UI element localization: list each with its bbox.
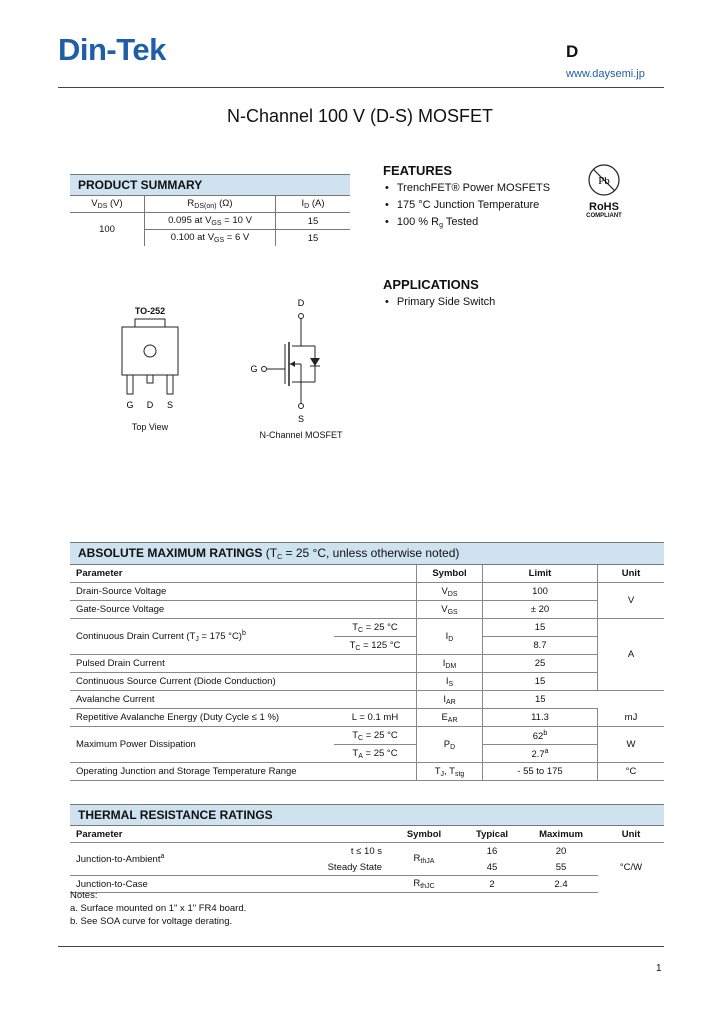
thr-col-typical: Typical [460, 826, 524, 843]
amr-limit: 25 [483, 655, 598, 673]
amr-condition: $T_C = 25$ °C [334, 619, 417, 637]
part-number: D [566, 42, 579, 61]
thr-col-maximum: Maximum [524, 826, 598, 843]
amr-param: Continuous Drain Current ($T_J = 175$ °C)$^b$ [70, 619, 334, 655]
amr-condition: $T_C = 25$ °C [334, 727, 417, 745]
amr-symbol: $V_{DS}$ [417, 583, 483, 601]
thr-typical: 16 [486, 845, 498, 857]
rds-row2: 0.100 at $V_{GS} = 6$ V [145, 230, 276, 247]
amr-col-symbol: Symbol [417, 565, 483, 583]
amr-param: Avalanche Current [70, 691, 417, 709]
features-list [383, 180, 550, 234]
amr-limit: 11.3 [483, 709, 598, 727]
mosfet-schematic [240, 296, 362, 440]
amr-param: Operating Junction and Storage Temperature Range [70, 763, 417, 781]
col-id: $I_D$ (A) [276, 196, 351, 213]
thr-maximum: 55 [524, 859, 598, 876]
thr-param: Junction-to-Case [70, 876, 388, 893]
id-row1: 15 [276, 213, 351, 230]
amr-param: Gate-Source Voltage [70, 601, 417, 619]
rohs-badge [582, 160, 626, 219]
amr-heading: ABSOLUTE MAXIMUM RATINGS ($T_C = 25$ °C, unless otherwise noted) [70, 542, 664, 565]
thr-unit: °C/W [619, 862, 643, 874]
col-rds: $R_{DS(on)}$ (Ω) [145, 196, 276, 213]
id-row2: 15 [307, 232, 319, 244]
amr-limit: 15 [483, 673, 598, 691]
note-a: a. Surface mounted on 1" x 1" FR4 board. [70, 903, 247, 914]
feature-item: • 100 % $R_g$ Tested [383, 214, 550, 234]
amr-symbol: $T_J$, $T_{stg}$ [417, 763, 483, 781]
svg-text:S: S [166, 400, 174, 410]
thermal-resistance-table [70, 804, 664, 893]
amr-unit: A [598, 619, 665, 691]
svg-text:S: S [297, 414, 305, 424]
footer-divider [58, 946, 664, 947]
amr-symbol: $P_D$ [417, 727, 483, 763]
amr-unit: W [598, 727, 665, 763]
absolute-max-ratings-table [70, 542, 664, 781]
rds-row1: 0.095 at $V_{GS} = 10$ V [145, 213, 276, 230]
amr-param: Pulsed Drain Current [70, 655, 417, 673]
thr-symbol: $R_{thJC}$ [388, 876, 460, 893]
no-lead-icon [584, 160, 624, 200]
amr-symbol: $I_{AR}$ [417, 691, 483, 709]
svg-text:D: D [146, 400, 154, 410]
amr-symbol: $I_D$ [417, 619, 483, 655]
svg-text:G: G [126, 400, 134, 410]
features-heading: FEATURES [383, 163, 453, 178]
svg-text:Pb: Pb [598, 175, 610, 187]
amr-limit: 15 [483, 619, 598, 637]
amr-param: Continuous Source Current (Diode Conduction) [70, 673, 417, 691]
amr-unit: °C [598, 763, 665, 781]
package-name: TO-252 [134, 306, 166, 316]
to252-package-icon [100, 316, 200, 416]
applications-heading: APPLICATIONS [383, 277, 479, 292]
feature-item: • 175 °C Junction Temperature [383, 197, 550, 214]
amr-col-unit: Unit [598, 565, 665, 583]
note-b: b. See SOA curve for voltage derating. [70, 916, 233, 927]
rohs-compliant: COMPLIANT [586, 213, 622, 219]
amr-condition: L = 0.1 mH [334, 709, 417, 727]
application-item: • Primary Side Switch [383, 294, 495, 311]
page-title: N-Channel 100 V (D-S) MOSFET [226, 106, 494, 126]
amr-condition: $T_C = 125$ °C [334, 637, 417, 655]
amr-limit: - 55 to 175 [483, 763, 598, 781]
amr-limit: 15 [483, 691, 598, 709]
thr-condition: Steady State [261, 859, 388, 876]
amr-col-parameter: Parameter [70, 565, 417, 583]
notes-heading: Notes: [70, 890, 98, 901]
thr-param: Junction-to-Ambient$^a$ [70, 843, 261, 876]
schematic-caption: N-Channel MOSFET [259, 430, 343, 440]
amr-param: Drain-Source Voltage [70, 583, 417, 601]
thr-col-symbol: Symbol [388, 826, 460, 843]
amr-param: Maximum Power Dissipation [70, 727, 334, 763]
amr-col-limit: Limit [483, 565, 598, 583]
amr-unit: V [598, 583, 665, 619]
svg-text:D: D [297, 298, 305, 308]
amr-limit: 62$^b$ [483, 727, 598, 745]
amr-limit: 100 [483, 583, 598, 601]
amr-symbol: $I_S$ [417, 673, 483, 691]
rohs-label: RoHS [589, 201, 619, 213]
thr-maximum: 2.4 [524, 876, 598, 893]
amr-limit: 2.7$^a$ [483, 745, 598, 763]
thr-col-unit: Unit [598, 826, 664, 843]
amr-unit: mJ [598, 709, 665, 727]
notes [70, 889, 246, 928]
thr-col-parameter: Parameter [70, 826, 388, 843]
product-summary-table [70, 174, 350, 246]
thr-maximum: 20 [555, 845, 567, 857]
header-divider [58, 87, 664, 88]
thr-symbol: $R_{thJA}$ [388, 843, 460, 876]
thermal-heading: THERMAL RESISTANCE RATINGS [70, 804, 664, 826]
thr-typical: 2 [460, 876, 524, 893]
amr-limit: ± 20 [483, 601, 598, 619]
package-caption: Top View [131, 422, 169, 432]
n-channel-mosfet-icon [240, 296, 362, 426]
col-vds: $V_{DS}$ (V) [70, 196, 145, 213]
amr-limit: 8.7 [483, 637, 598, 655]
page-number: 1 [656, 963, 662, 974]
company-logo: Din-Tek [58, 32, 166, 67]
applications-list [383, 294, 495, 311]
thr-typical: 45 [460, 859, 524, 876]
amr-symbol: $I_{DM}$ [417, 655, 483, 673]
website-link[interactable]: www.daysemi.jp [566, 68, 645, 80]
svg-text:G: G [250, 364, 258, 374]
thr-condition: t ≤ 10 s [350, 845, 382, 857]
product-summary-heading: PRODUCT SUMMARY [70, 174, 350, 196]
feature-item: • TrenchFET® Power MOSFETS [383, 180, 550, 197]
amr-condition: $T_A = 25$ °C [334, 745, 417, 763]
amr-symbol: $V_{GS}$ [417, 601, 483, 619]
amr-symbol: $E_{AR}$ [417, 709, 483, 727]
vds-value: 100 [99, 224, 115, 235]
package-drawing [100, 306, 200, 432]
amr-param: Repetitive Avalanche Energy (Duty Cycle ≤ 1 %) [70, 709, 334, 727]
